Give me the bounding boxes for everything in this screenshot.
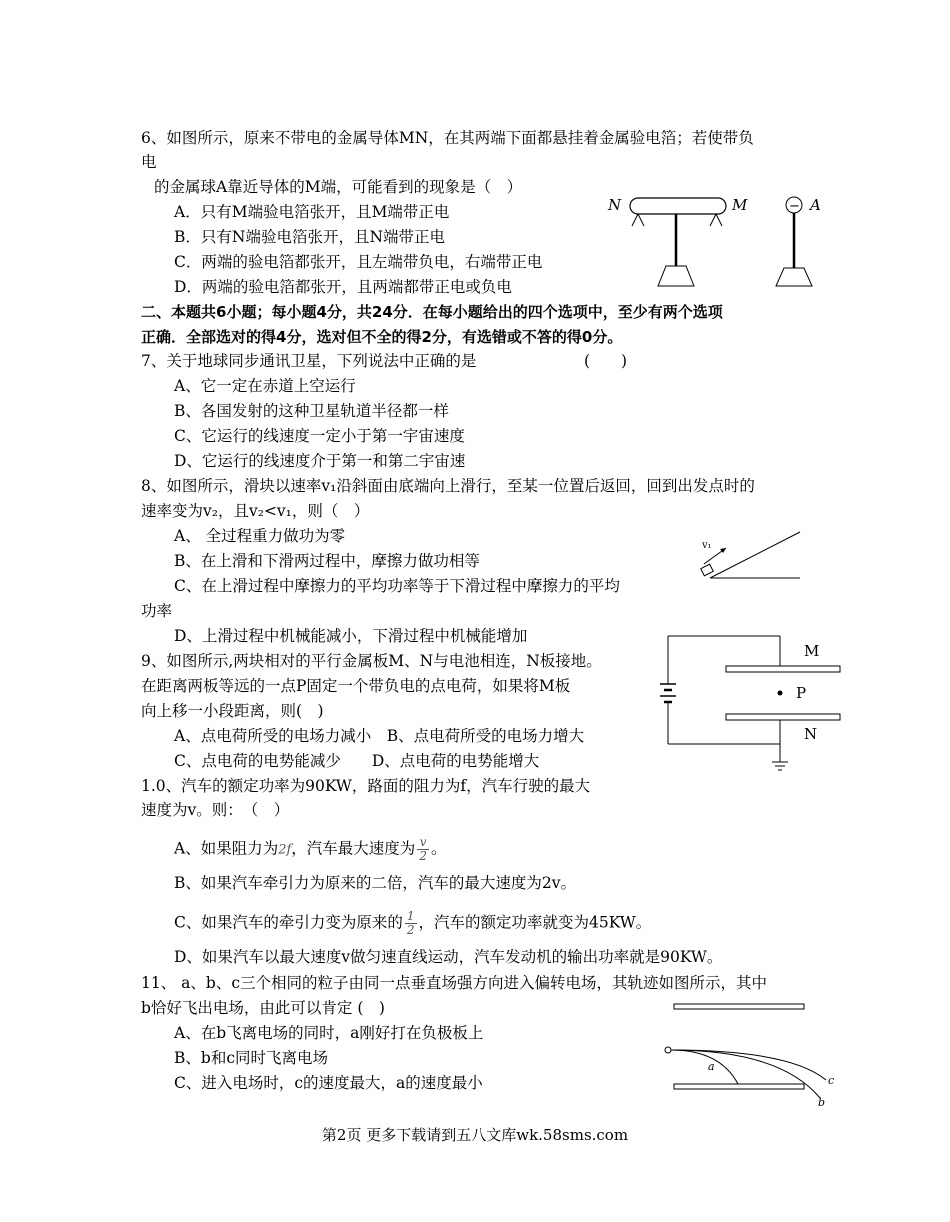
q6-conductor-figure — [604, 190, 844, 290]
q9-plate-n — [726, 714, 840, 720]
q10-option-c-pre: C、如果汽车的牵引力变为原来的 — [174, 913, 403, 932]
q6-stem-line2: 电 — [141, 153, 157, 171]
q9-label-m: M — [804, 642, 820, 660]
q10-option-a-end: 。 — [430, 839, 447, 858]
q7-option-d: D、它运行的线速度介于第一和第二宇宙速 — [174, 452, 466, 470]
q11-stem-line2-text: b恰好飞出电场，由此可以肯定 — [141, 999, 353, 1017]
q8-option-d: D、上滑过程中机械能减小，下滑过程中机械能增加 — [174, 627, 528, 645]
q6-option-c: C．两端的验电箔都张开，且左端带负电，右端带正电 — [174, 253, 543, 271]
q7-stem: 7、关于地球同步通讯卫星，下列说法中正确的是 — [141, 352, 477, 370]
q11-track-a — [671, 1050, 738, 1084]
q6-ball-sign: − — [789, 199, 800, 214]
q9-stem-line2: 在距离两板等远的一点P固定一个带负电的点电荷，如果将M板 — [141, 677, 571, 695]
q10-option-a-num: v — [417, 836, 429, 850]
q10-option-c — [174, 910, 651, 937]
q6-foil-right — [710, 214, 722, 226]
section2-header-line2: 正确．全部选对的得4分，选对但不全的得2分，有选错或不答的得0分。 — [141, 328, 623, 346]
q10-option-b: B、如果汽车牵引力为原来的二倍，汽车的最大速度为2v。 — [174, 874, 577, 892]
q6-stand-base — [658, 266, 694, 286]
q6-conductor-bar — [630, 198, 726, 214]
q10-option-c-fraction — [405, 910, 417, 937]
q6-foil-left — [632, 214, 644, 226]
q10-stem-line1: 1.0、汽车的额定功率为90KW，路面的阻力为f，汽车行驶的最大 — [141, 777, 591, 795]
q8-option-a: A、 全过程重力做功为零 — [174, 527, 346, 545]
q11-deflection-figure — [660, 998, 840, 1110]
q7-answer-paren: ( ) — [584, 352, 628, 370]
q6-label-a: A — [810, 196, 821, 214]
q11-stem-line2 — [141, 998, 385, 1018]
q9-stem-line1: 9、如图所示,两块相对的平行金属板M、N与电池相连，N板接地。 — [141, 652, 602, 670]
q10-option-a-pre: A、如果阻力为 — [174, 839, 279, 858]
q11-label-c: c — [828, 1074, 835, 1087]
q6-label-n: N — [608, 196, 622, 214]
q10-option-a-var: 2f — [278, 842, 292, 858]
q8-option-b: B、在上滑和下滑两过程中，摩擦力做功相等 — [174, 552, 480, 570]
q11-option-c: C、进入电场时，c的速度最大，a的速度最小 — [174, 1074, 483, 1092]
q8-stem-line2: 速率变为v₂，且v₂<v₁，则（ ） — [141, 502, 370, 520]
q7-option-b: B、各国发射的这种卫星轨道半径都一样 — [174, 402, 449, 420]
q8-option-c: C、在上滑过程中摩擦力的平均功率等于下滑过程中摩擦力的平均 — [174, 577, 620, 595]
q10-option-a — [174, 836, 446, 863]
q6-ball-base — [776, 268, 812, 286]
q6-option-a: A．只有M端验电箔张开，且M端带正电 — [174, 203, 450, 221]
q10-option-c-end: ，汽车的额定功率就变为45KW。 — [418, 913, 652, 932]
section2-header-line1: 二、本题共6小题；每小题4分，共24分．在每小题给出的四个选项中，至少有两个选项 — [141, 303, 723, 321]
q9-options-ab: A、点电荷所受的电场力减小 B、点电荷所受的电场力增大 — [174, 727, 585, 745]
q11-track-b — [671, 1050, 820, 1098]
q11-plate-bottom — [674, 1084, 804, 1089]
q11-label-b: b — [818, 1096, 826, 1109]
q11-option-b: B、b和c同时飞离电场 — [174, 1049, 328, 1067]
q11-plate-top — [674, 1004, 804, 1009]
q10-stem-line2: 速度为v。则： （ ） — [141, 801, 290, 819]
q8-label-v1: v₁ — [702, 540, 712, 551]
q10-option-d: D、如果汽车以最大速度v做匀速直线运动，汽车发动机的输出功率就是90KW。 — [174, 948, 723, 966]
q11-label-a: a — [708, 1060, 715, 1073]
q8-incline-slope — [710, 532, 800, 578]
q11-option-a: A、在b飞离电场的同时，a刚好打在负极板上 — [174, 1024, 484, 1042]
q9-stem-line3: 向上移一小段距离，则( ) — [141, 702, 324, 720]
q9-point-p — [778, 691, 783, 696]
q11-track-c — [671, 1050, 826, 1080]
q8-slider-block — [701, 564, 714, 576]
q8-stem-line1: 8、如图所示，滑块以速率v₁沿斜面由底端向上滑行，至某一位置后返回，回到出发点时的 — [141, 477, 755, 495]
q8-incline-figure — [696, 526, 806, 586]
q9-plate-m — [726, 666, 840, 672]
q10-option-a-fraction — [417, 836, 429, 863]
q11-entry-point — [665, 1047, 671, 1053]
q10-option-c-den: 2 — [406, 923, 415, 937]
q6-stem-line3: 的金属球A靠近导体的M端，可能看到的现象是（ ） — [154, 178, 523, 196]
q10-option-a-den: 2 — [419, 849, 427, 863]
q6-option-d: D．两端的验电箔都张开，且两端都带正电或负电 — [174, 278, 512, 296]
q9-capacitor-figure — [654, 632, 850, 778]
q7-option-a: A、它一定在赤道上空运行 — [174, 377, 356, 395]
q11-stem-line2-end: ( ) — [357, 999, 385, 1017]
q11-stem-line1: 11、 a、b、c三个相同的粒子由同一点垂直场强方向进入偏转电场，其轨迹如图所示，其中 — [141, 974, 767, 992]
q6-option-b: B．只有N端验电箔张开，且N端带正电 — [174, 228, 446, 246]
q8-option-c-cont: 功率 — [141, 602, 173, 620]
q9-label-n: N — [804, 725, 818, 743]
q9-label-p: P — [796, 684, 807, 702]
q10-option-a-mid: ，汽车最大速度为 — [291, 839, 416, 858]
q9-options-cd: C、点电荷的电势能减少 D、点电荷的电势能增大 — [174, 752, 540, 770]
q7-option-c: C、它运行的线速度一定小于第一宇宙速度 — [174, 427, 465, 445]
page-footer: 第2页 更多下载请到五八文库wk.58sms.com — [321, 1126, 629, 1144]
q6-stem-line1: 6、如图所示，原来不带电的金属导体MN，在其两端下面都悬挂着金属验电箔；若使带负 — [141, 129, 754, 147]
q6-label-m: M — [732, 196, 748, 214]
q10-option-c-num: 1 — [406, 909, 415, 923]
